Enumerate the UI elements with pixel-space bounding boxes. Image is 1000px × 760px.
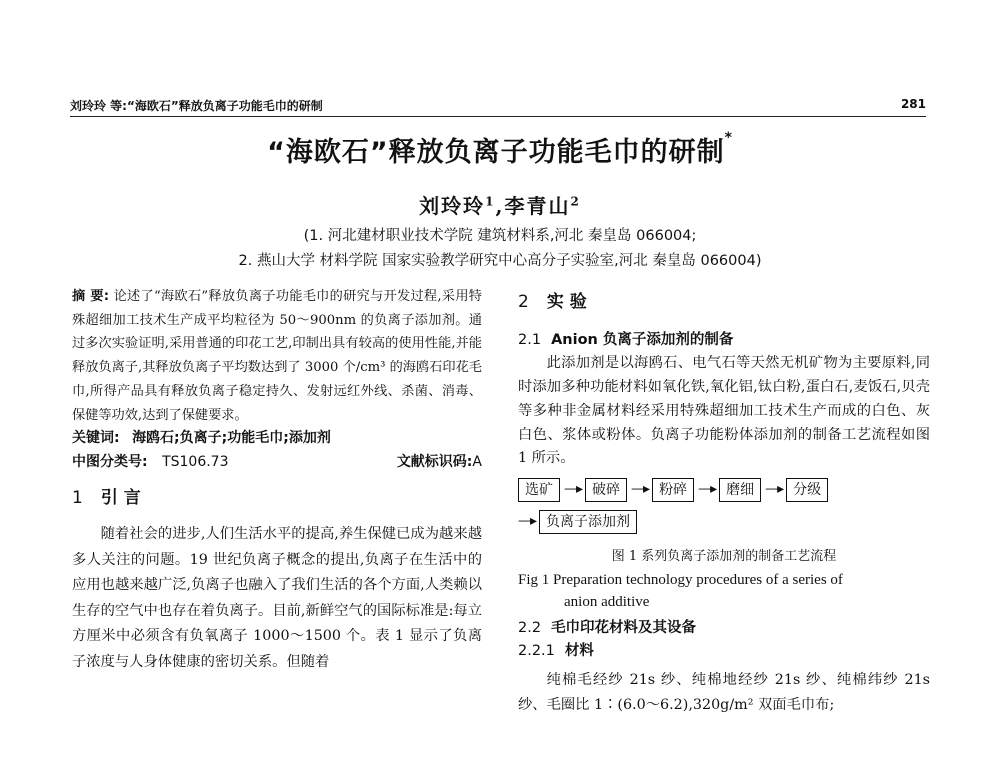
subsection-2-1-paragraph: 此添加剂是以海鸥石、电气石等天然无机矿物为主要原料,同时添加多种功能材料如氧化铁,氧化铝,钛白粉,蛋白石,麦饭石,贝壳等多种非金属材料经采用特殊超细加工技术生产而成的白色、灰白色、浆体或粉体。负离子功能粉体添加剂的制备工艺流程如图 1 所示。 xyxy=(518,355,930,467)
flow-step-classification: 分级 xyxy=(786,478,828,502)
author-2-affil-mark: 2 xyxy=(570,194,581,209)
keywords-label: 关键词: xyxy=(72,430,120,447)
affiliation-1: (1. 河北建材职业技术学院 建筑材料系,河北 秦皇岛 066004; xyxy=(303,228,697,244)
subsection-2-2-heading xyxy=(518,617,930,641)
flow-arrow-icon: —▸ xyxy=(631,481,649,498)
flow-step-ore-selection: 选矿 xyxy=(518,478,560,502)
flow-step-crushing: 破碎 xyxy=(585,478,627,502)
figure-1-caption-en-line-2: anion additive xyxy=(564,593,650,610)
document-code-value: A xyxy=(472,453,482,470)
keywords xyxy=(72,427,482,451)
author-separator: , xyxy=(495,194,505,218)
left-column xyxy=(72,285,482,675)
affiliation-2: 2. 燕山大学 材料学院 国家实验教学研究中心高分子实验室,河北 秦皇岛 066004) xyxy=(238,253,762,269)
flow-arrow-icon: —▸ xyxy=(564,481,582,498)
abstract-text: 论述了“海欧石”释放负离子功能毛巾的研究与开发过程,采用特殊超细加工技术生产成平均粒径为 50～900nm 的负离子添加剂。通过多次实验证明,采用普通的印花工艺,印制出具有较高的使用性能,并能释放负离子,其释放负离子平均数达到了 3000 个/cm³ 的海鸥石印花毛巾,所得产品具有释放负离子稳定持久、发射远红外线、杀菌、消毒、保健等功效,达到了保健要求。 xyxy=(72,289,482,423)
subsection-2-2-1-paragraph: 纯棉毛经纱 21s 纱、纯棉地经纱 21s 纱、纯棉纬纱 21s 纱、毛圈比 1∶(6.0～6.2),320g/m² 双面毛巾布; xyxy=(518,672,930,714)
flow-step-grinding: 磨细 xyxy=(719,478,761,502)
section-1-paragraph: 随着社会的进步,人们生活水平的提高,养生保健已成为越来越多人关注的问题。19 世纪负离子概念的提出,负离子在生活中的应用也越来越广泛,负离子也融入了我们生活的各个方面,人类赖以生存的空气中也存在着负离子。目前,新鲜空气的国际标准是:每立方厘米中必须含有负氧离子 1000～1500 个。表 1 显示了负离子浓度与人身体健康的密切关系。但随着 xyxy=(72,526,482,670)
section-1-number: 1 xyxy=(72,487,83,508)
subsection-2-1-title: Anion 负离子添加剂的制备 xyxy=(551,331,734,348)
process-flow-diagram-row-2 xyxy=(518,509,930,535)
page-number: 281 xyxy=(900,97,926,111)
classification-line xyxy=(72,451,482,475)
flow-step-anion-additive: 负离子添加剂 xyxy=(539,510,637,534)
subsection-2-2-1-number: 2.2.1 xyxy=(518,643,555,660)
subsection-2-2-title: 毛巾印花材料及其设备 xyxy=(551,619,697,636)
document-code-label: 文献标识码: xyxy=(396,453,473,470)
paper-title xyxy=(0,130,1000,169)
abstract-label: 摘 要: xyxy=(72,289,110,304)
title-footnote-mark: * xyxy=(724,130,733,146)
author-2: 李青山 xyxy=(504,194,571,218)
author-1: 刘玲玲 xyxy=(419,194,486,218)
subsection-2-2-1-title: 材料 xyxy=(564,643,594,660)
flow-arrow-icon: —▸ xyxy=(518,513,536,530)
section-2-heading xyxy=(518,291,930,315)
running-head xyxy=(70,96,926,117)
subsection-2-1-number: 2.1 xyxy=(518,331,542,348)
paper-title-text: “海欧石”释放负离子功能毛巾的研制 xyxy=(267,137,725,168)
section-1-heading xyxy=(72,487,482,511)
author-line xyxy=(0,190,1000,219)
process-flow-diagram xyxy=(518,477,930,503)
classification-label: 中图分类号: xyxy=(72,453,148,470)
keywords-text: 海鸥石;负离子;功能毛巾;添加剂 xyxy=(132,430,331,447)
figure-1-caption-en-line-1: Fig 1 Preparation technology procedures of a series of xyxy=(518,571,843,588)
figure-1-caption-cn: 图 1 系列负离子添加剂的制备工艺流程 xyxy=(611,548,837,564)
subsection-2-2-1-heading xyxy=(518,640,930,664)
figure-1-caption-en xyxy=(518,569,930,613)
section-1-title: 引 言 xyxy=(100,487,141,508)
section-2-number: 2 xyxy=(518,292,529,312)
section-2-title: 实 验 xyxy=(546,292,587,312)
author-1-affil-mark: 1 xyxy=(485,194,496,209)
flow-arrow-icon: —▸ xyxy=(698,481,716,498)
flow-arrow-icon: —▸ xyxy=(765,481,783,498)
abstract xyxy=(72,285,482,427)
running-head-title: 刘玲玲 等:“海欧石”释放负离子功能毛巾的研制 xyxy=(70,99,323,113)
right-column xyxy=(518,285,930,718)
flow-step-pulverizing: 粉碎 xyxy=(652,478,694,502)
subsection-2-2-number: 2.2 xyxy=(518,619,542,636)
subsection-2-1-heading xyxy=(518,329,930,353)
classification-value: TS106.73 xyxy=(162,453,229,470)
